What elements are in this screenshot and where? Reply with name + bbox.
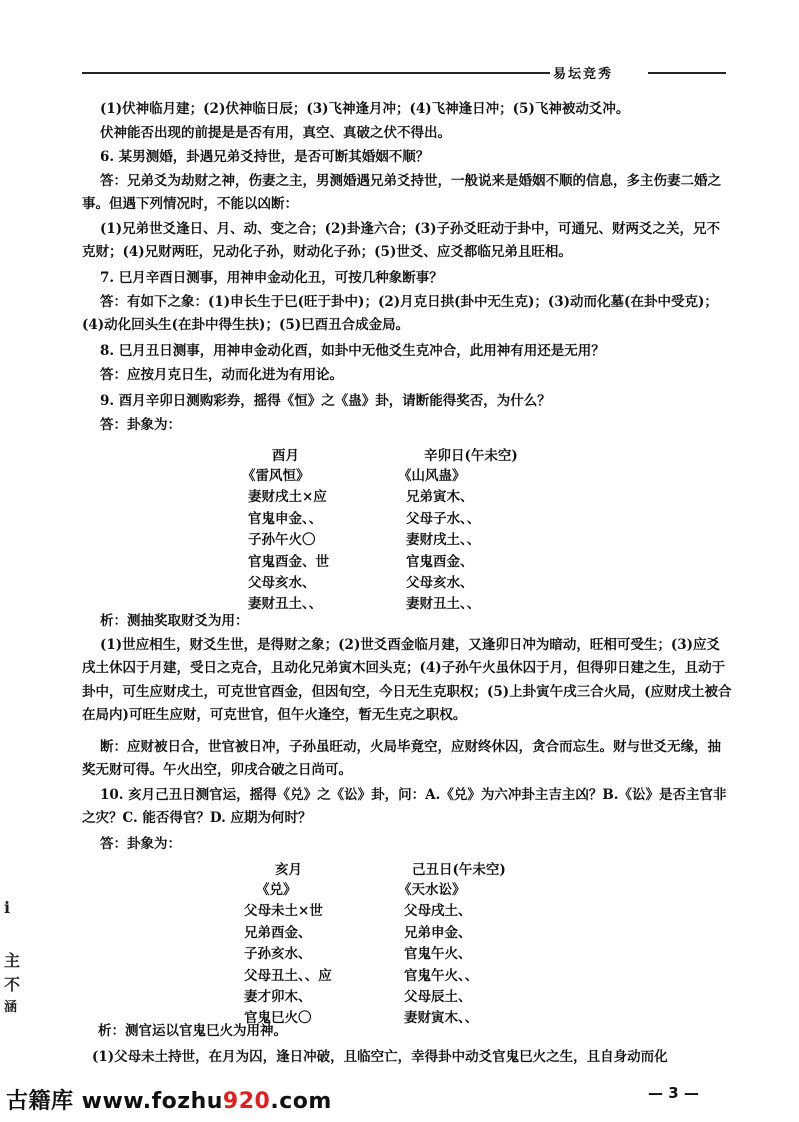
hexagram1-changed-line: 兄弟寅木、 xyxy=(406,489,474,506)
hexagram1-main-name: 《雷风恒》 xyxy=(242,468,310,484)
hexagram1-main-line: 妻财戌土×应 xyxy=(248,489,327,506)
hexagram1-main-line: 官鬼申金、、 xyxy=(248,510,323,527)
answer-6: 答：兄弟爻为劫财之神，伤妻之主，男测婚遇兄弟爻持世，一般说来是婚姻不顺的信息，多主伤妻二婚之事。但遇下列情况时，不能以凶断： xyxy=(82,173,721,213)
hexagram2-changed-line: 妻财寅木、、 xyxy=(404,1010,479,1027)
hexagram2-changed-name: 《天水讼》 xyxy=(398,882,466,898)
hexagram2-changed-line: 官鬼午火、、 xyxy=(404,967,479,984)
margin-char: 主 xyxy=(4,951,21,970)
question-10: 10. 亥月己丑日测官运，摇得《兑》之《讼》卦，问：A.《兑》为六冲卦主吉主凶？B.《讼》是否主官非之灾？C. 能否得官？D. 应期为何时？ xyxy=(82,787,727,827)
header-rule-left xyxy=(82,72,550,74)
header-rule-right xyxy=(648,72,726,74)
hexagram1-changed-name: 《山风蛊》 xyxy=(398,468,466,484)
watermark-prefix: 古籍库 www.fozhu xyxy=(6,1089,223,1114)
hexagram2-main-line: 父母未土×世 xyxy=(244,903,323,920)
analysis-9-body: (1)世应相生，财爻生世，是得财之象；(2)世爻酉金临月建，又逢卯日冲为暗动，旺相可受生；(3)应爻戌土休囚于月建，受日之克合，且动化兄弟寅木回头克；(4)子孙午火虽休囚于月，但得卯日建之生，且动于卦中，可生应财戌土，可克世官酉金，但因旬空，今日无生克职权；(5)上卦寅午戌三合火局，(应财戌土被合在局内)可旺生应财，可克世官，但午火逢空，暂无生克之职权。 xyxy=(82,637,732,724)
hexagram1-main-line: 官鬼酉金、世 xyxy=(248,553,329,570)
answer-8: 答：应按月克日生，动而化进为有用论。 xyxy=(100,367,343,383)
hexagram1-day: 辛卯日(午未空) xyxy=(424,448,518,464)
hexagram2-changed-line: 官鬼午火、 xyxy=(404,946,472,963)
hexagram1-main-line: 子孙午火〇 xyxy=(248,532,316,549)
hexagram1-changed xyxy=(398,466,480,616)
hexagram1-changed-line: 父母亥水、 xyxy=(406,575,474,592)
hexagram2-main xyxy=(244,880,332,1030)
hexagram1-changed-line: 父母子水、、 xyxy=(406,510,481,527)
hexagram1-changed-line: 妻财丑土、、 xyxy=(406,596,481,613)
analysis-10-body: (1)父母未土持世，在月为囚，逢日冲破，且临空亡，幸得卦中动爻官鬼巳火之生，且自身动而化 xyxy=(92,1049,668,1065)
conclusion-9: 断：应财被日合，世官被日冲，子孙虽旺动，火局毕竟空，应财终休囚，贪合而忘生。财与世爻无缘，抽奖无财可得。午火出空，卯戌合破之日尚可。 xyxy=(82,739,721,779)
paragraph-2: 伏神能否出现的前提是是否有用，真空、真破之伏不得出。 xyxy=(100,125,451,141)
watermark-suffix: .com xyxy=(270,1089,332,1114)
hexagram1-main xyxy=(242,466,329,616)
watermark xyxy=(6,1084,332,1115)
question-8: 8. 巳月丑日测事，用神申金动化酉，如卦中无他爻生克冲合，此用神有用还是无用？ xyxy=(100,343,605,359)
hexagram2-main-line: 子孙亥水、 xyxy=(244,946,312,963)
hexagram2-day: 己丑日(午未空) xyxy=(412,862,506,878)
hexagram2-month: 亥月 xyxy=(275,862,302,878)
page-number: — 3 — xyxy=(648,1084,699,1102)
answer-10-intro: 答：卦象为： xyxy=(100,836,181,852)
margin-char: 不 xyxy=(4,975,21,994)
watermark-highlight: 920 xyxy=(222,1089,271,1114)
answer-7: 答：有如下之象：(1)申长生于巳(旺于卦中)；(2)月克日拱(卦中无生克)；(3)动而化墓(在卦中受克)；(4)动化回头生(在卦中得生扶)；(5)巳酉丑合成金局。 xyxy=(82,294,718,334)
question-6: 6. 某男测婚，卦遇兄弟爻持世，是否可断其婚姻不顺？ xyxy=(100,149,430,165)
hexagram2-main-line: 妻才卯木、 xyxy=(244,989,312,1006)
hexagram2-main-name: 《兑》 xyxy=(256,882,297,898)
hexagram2-main-line: 父母丑土、、应 xyxy=(244,967,332,984)
paragraph-1: (1)伏神临月建；(2)伏神临日辰；(3)飞神逢月冲；(4)飞神逢日冲；(5)飞神被动爻冲。 xyxy=(100,101,630,117)
hexagram1-changed-line: 妻财戌土、、 xyxy=(406,532,481,549)
question-7: 7. 巳月辛酉日测事，用神申金动化丑，可按几种象断事？ xyxy=(100,270,443,286)
hexagram2-changed-line: 父母辰土、 xyxy=(404,989,472,1006)
margin-char: 涵 xyxy=(4,1000,18,1015)
hexagram2-main-line: 官鬼巳火〇 xyxy=(244,1010,312,1027)
hexagram1-changed-line: 官鬼酉金、 xyxy=(406,553,474,570)
header-title: 易坛竞秀 xyxy=(553,67,614,82)
hexagram2-changed xyxy=(398,880,478,1030)
answer-6-list: (1)兄弟世爻逢日、月、动、变之合；(2)卦逢六合；(3)子孙爻旺动于卦中，可通兄、财两爻之关，兄不克财；(4)兄财两旺，兄动化子孙，财动化子孙；(5)世爻、应爻都临兄弟且旺相。 xyxy=(82,221,721,261)
margin-char: i xyxy=(4,898,11,917)
analysis-10-intro: 析：测官运以官鬼巳火为用神。 xyxy=(98,1023,287,1039)
hexagram1-main-line: 父母亥水、 xyxy=(248,575,316,592)
hexagram1-month: 酉月 xyxy=(272,448,299,464)
answer-9-intro: 答：卦象为： xyxy=(100,417,181,433)
hexagram2-changed-line: 兄弟申金、 xyxy=(404,924,472,941)
analysis-9-intro: 析：测抽奖取财爻为用： xyxy=(100,613,249,629)
hexagram1-main-line: 妻财丑土、、 xyxy=(248,596,323,613)
question-9: 9. 酉月辛卯日测购彩券，摇得《恒》之《蛊》卦，请断能得奖否，为什么？ xyxy=(100,393,551,409)
hexagram2-main-line: 兄弟酉金、 xyxy=(244,924,312,941)
hexagram2-changed-line: 父母戌土、 xyxy=(404,903,472,920)
